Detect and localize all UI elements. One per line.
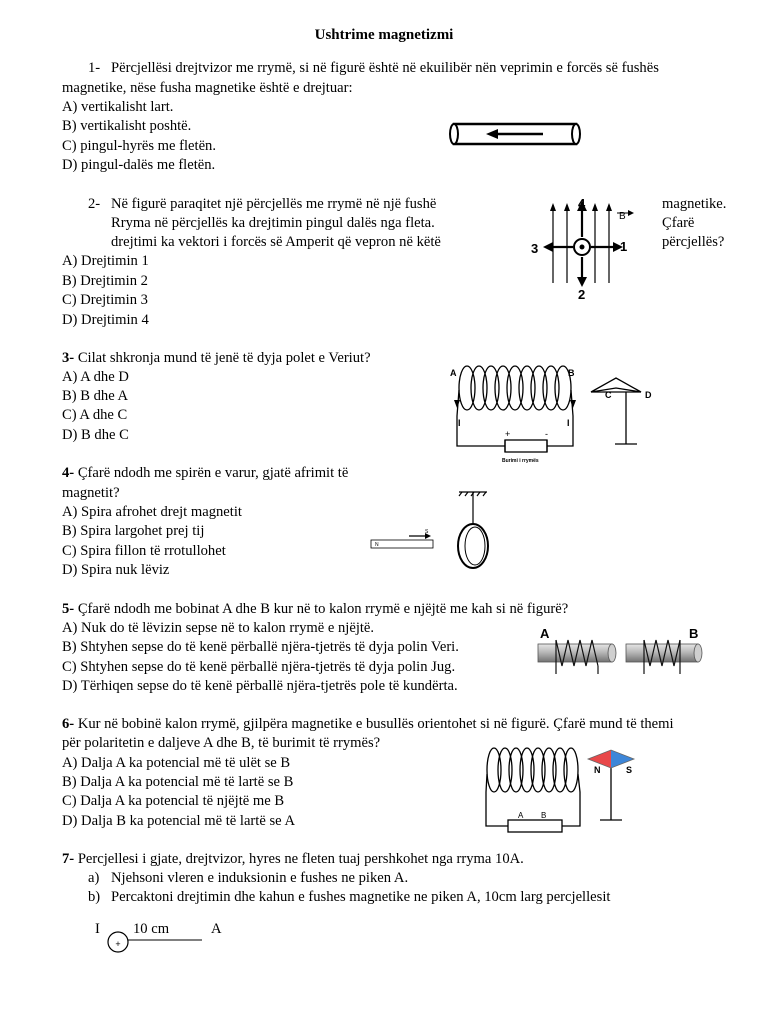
question-2-option-c: C) Drejtimin 3 [62,292,148,308]
question-6-option-b: B) Dalja A ka potencial më të lartë se B [62,774,294,790]
direction-2-label: 2 [578,287,586,302]
compass-n-label: N [594,765,601,775]
question-6-number: 6- [62,716,75,732]
direction-3-label: 3 [531,241,539,256]
question-1-number: 1- [88,60,101,76]
conductor-figure [448,120,584,150]
question-4-text-line-2: magnetit? [62,485,120,501]
question-4-option-a: A) Spira afrohet drejt magnetit [62,504,242,520]
question-1-option-d: D) pingul-dalës me fletën. [62,157,216,173]
question-5-option-d: D) Tërhiqen sepse do të kenë përballë njëra-tjetrës pole të kundërta. [62,678,458,694]
magnet-north-label: N [375,542,379,548]
question-7-item-b: Percaktoni drejtimin dhe kahun e fushes magnetike ne piken A, 10cm larg percjellesit [111,889,611,905]
current-label-right: I [567,418,570,428]
question-2-text-line-2-end: Çfarë [662,215,695,231]
point-a-label: A [211,921,222,937]
question-2-option-d: D) Drejtimin 4 [62,312,149,328]
coil-compass-figure [478,740,658,835]
conductor-point-figure [104,928,214,958]
question-2-number: 2- [88,196,101,212]
current-label-left: I [458,418,461,428]
question-4-number: 4- [62,465,75,481]
question-1-text-line-2: magnetike, nëse fusha magnetike është e drejtuar: [62,80,353,96]
question-2-text-line-1-end: magnetike. [662,196,727,212]
label-d: D [645,390,652,400]
question-1-text-line-1: Përcjellësi drejtvizor me rrymë, si në figurë është në ekuilibër nën veprimin e forcës së fushës [111,60,659,76]
page-title: Ushtrime magnetizmi [314,27,454,43]
question-5-option-a: A) Nuk do të lëvizin sepse në to kalon rrymë e njëjtë. [62,620,375,636]
question-6-option-c: C) Dalja A ka potencial të njëjtë me B [62,793,285,809]
question-2-text-line-3: drejtimi ka vektori i forcës së Amperit që vepron në këtë [111,234,441,250]
field-b-label: B [619,211,626,222]
question-3-number: 3- [62,350,75,366]
question-3-option-a: A) A dhe D [62,369,129,385]
direction-4-label: 4 [578,196,586,211]
minus-terminal: - [545,429,548,439]
question-7-item-b-marker: b) [88,889,101,905]
question-6-text-line-1: Kur në bobinë kalon rrymë, gjilpëra magnetike e busullës orientohet si në figurë. Çfarë mund të themi [74,716,674,732]
magnet-south-label: S [425,529,429,535]
question-5-number: 5- [62,601,75,617]
distance-label: 10 cm [133,921,170,937]
hanging-loop-figure [365,488,505,578]
question-4-option-d: D) Spira nuk lëviz [62,562,170,578]
question-7-item-a: Njehsoni vleren e induksionin e fushes ne piken A. [111,870,409,886]
coil-a-label: A [540,626,550,641]
label-b: B [568,368,575,378]
label-c: C [605,390,612,400]
current-source-label: Burimi i rrymës [502,458,539,464]
compass-s-label: S [626,765,633,775]
question-7-number: 7- [62,851,75,867]
question-2-option-b: B) Drejtimin 2 [62,273,148,289]
question-5-option-b: B) Shtyhen sepse do të kenë përballë njëra-tjetrës të dyja polin Veri. [62,639,459,655]
question-3-text: Cilat shkronja mund të jenë të dyja polet e Veriut? [74,350,371,366]
question-3-option-b: B) B dhe A [62,388,129,404]
question-7-text: Percjellesi i gjate, drejtvizor, hyres ne fleten tuaj pershkohet nga rryma 10A. [74,851,524,867]
question-1-option-c: C) pingul-hyrës me fletën. [62,138,217,154]
question-2-text-line-1: Në figurë paraqitet një përcjellës me rrymë në një fushë [111,196,437,212]
question-1-option-a: A) vertikalisht lart. [62,99,174,115]
question-5-text: Çfarë ndodh me bobinat A dhe B kur në to kalon rrymë e njëjtë me kah si në figurë? [74,601,569,617]
conductor-into-page-icon: + [115,939,121,949]
direction-1-label: 1 [620,239,628,254]
question-3-option-d: D) B dhe C [62,427,129,443]
two-coils-figure [532,626,707,678]
plus-terminal: + [505,429,511,439]
question-7-item-a-marker: a) [88,870,100,886]
question-6-option-a: A) Dalja A ka potencial më të ulët se B [62,755,291,771]
terminal-a-label: A [518,811,524,820]
label-a: A [450,368,457,378]
question-4-text-line-1: Çfarë ndodh me spirën e varur, gjatë afrimit të [74,465,349,481]
question-5-option-c: C) Shtyhen sepse do të kenë përballë njëra-tjetrës të dyja polin Jug. [62,659,456,675]
current-i-label: I [95,921,100,937]
question-4-option-b: B) Spira largohet prej tij [62,523,205,539]
question-3-option-c: C) A dhe C [62,407,128,423]
question-2-text-line-2: Rryma në përcjellës ka drejtimin pingul dalës nga fleta. [111,215,435,231]
coil-b-label: B [689,626,699,641]
question-2-option-a: A) Drejtimin 1 [62,253,149,269]
terminal-b-label: B [541,811,547,820]
question-6-option-d: D) Dalja B ka potencial më të lartë se A [62,813,296,829]
question-6-text-line-2: për polaritetin e daljeve A dhe B, të burimit të rrymës? [62,735,381,751]
question-1-option-b: B) vertikalisht poshtë. [62,118,192,134]
question-4-option-c: C) Spira fillon të rrotullohet [62,543,226,559]
force-direction-figure [505,195,665,305]
solenoid-figure [445,358,675,468]
question-2-text-line-3-end: përcjellës? [662,234,725,250]
